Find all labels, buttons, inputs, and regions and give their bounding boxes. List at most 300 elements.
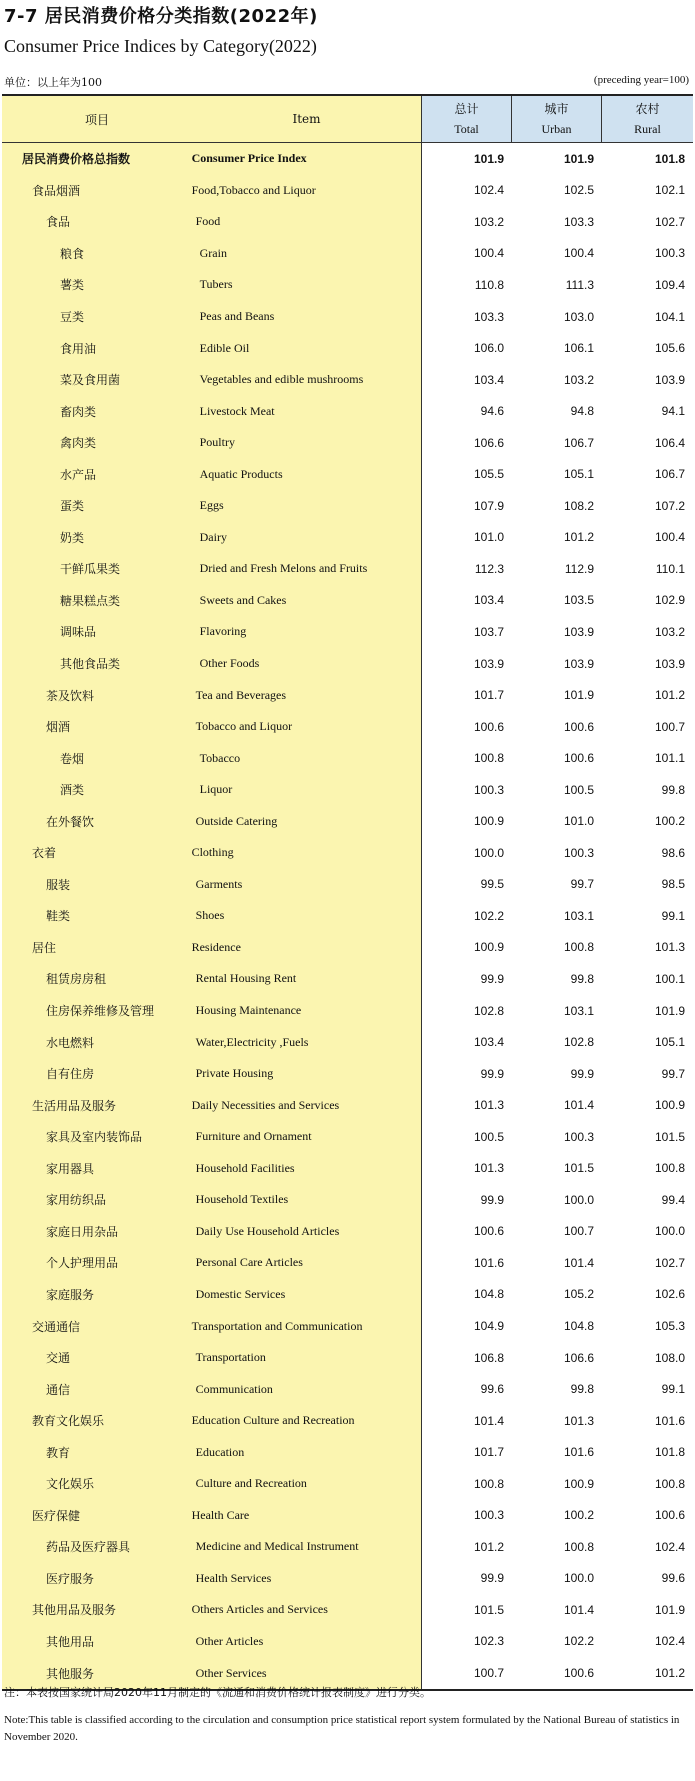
- total-value: 112.3: [474, 561, 504, 576]
- rural-value: 98.5: [661, 877, 685, 892]
- urban-value: 100.4: [563, 246, 594, 261]
- item-name-cn: 居民消费价格总指数: [22, 152, 131, 167]
- urban-value: 94.8: [570, 404, 594, 419]
- urban-value: 100.6: [563, 1666, 594, 1681]
- item-name-cn: 水产品: [60, 467, 97, 482]
- total-value: 102.4: [473, 183, 504, 198]
- total-value: 100.5: [473, 1129, 504, 1144]
- header-total-en: Total: [454, 122, 479, 136]
- rural-value: 100.3: [654, 246, 685, 261]
- rural-value: 109.4: [654, 277, 685, 292]
- item-name-cn: 家具及室内装饰品: [46, 1130, 143, 1145]
- rural-value: 101.9: [654, 1602, 685, 1617]
- table-row-values: [422, 206, 693, 238]
- total-value: 103.2: [473, 214, 504, 229]
- item-name-en: Education Culture and Recreation: [191, 1413, 355, 1428]
- item-name-en: Furniture and Ornament: [195, 1129, 312, 1144]
- note-cn: 注：本表按国家统计局2020年11月制定的《流通和消费价格统计报表制度》进行分类。: [4, 1686, 431, 1699]
- table-row-label: [2, 900, 421, 932]
- item-name-cn: 教育: [46, 1445, 71, 1460]
- item-name-en: Consumer Price Index: [191, 151, 307, 166]
- item-name-en: Other Articles: [195, 1633, 264, 1648]
- item-name-cn: 衣着: [32, 846, 57, 861]
- table-row-label: [2, 458, 421, 490]
- table-row-label: [2, 364, 421, 396]
- urban-value: 99.9: [570, 1066, 594, 1081]
- rural-value: 101.9: [654, 1003, 685, 1018]
- item-name-cn: 交通: [46, 1351, 71, 1366]
- rural-value: 102.4: [654, 1634, 685, 1649]
- item-name-en: Sweets and Cakes: [199, 592, 287, 607]
- table-row-label: [2, 679, 421, 711]
- cpi-table: [2, 94, 693, 1691]
- item-name-en: Clothing: [191, 845, 234, 860]
- page-title-cn: 7-7 居民消费价格分类指数(2022年): [4, 6, 318, 27]
- total-value: 100.3: [473, 782, 504, 797]
- item-name-cn: 鞋类: [46, 909, 71, 924]
- item-name-cn: 薯类: [60, 278, 85, 293]
- urban-value: 101.0: [563, 814, 594, 829]
- total-value: 100.3: [473, 1508, 504, 1523]
- rural-value: 104.1: [654, 309, 685, 324]
- item-name-en: Housing Maintenance: [195, 1003, 302, 1018]
- urban-value: 106.6: [563, 1350, 594, 1365]
- table-row-values: [422, 869, 693, 901]
- total-value: 94.6: [480, 404, 504, 419]
- item-name-en: Flavoring: [199, 624, 247, 639]
- urban-value: 104.8: [563, 1319, 594, 1333]
- item-column: [2, 143, 422, 1689]
- urban-value: 101.3: [563, 1413, 594, 1428]
- total-value: 103.4: [473, 1035, 504, 1050]
- table-row-values: [422, 553, 693, 585]
- table-row-label: [2, 427, 421, 459]
- total-value: 103.4: [473, 372, 504, 387]
- urban-value: 105.2: [563, 1287, 594, 1302]
- rural-value: 103.9: [654, 372, 685, 387]
- total-value: 101.3: [473, 1161, 504, 1176]
- rural-value: 103.2: [654, 624, 685, 639]
- rural-value: 100.8: [654, 1161, 685, 1176]
- header-item-en: Item: [192, 96, 422, 142]
- table-row-values: [422, 900, 693, 932]
- item-name-cn: 奶类: [60, 530, 85, 545]
- total-value: 100.9: [473, 940, 504, 955]
- item-name-en: Domestic Services: [195, 1286, 286, 1301]
- total-value: 100.9: [473, 814, 504, 829]
- table-row-values: [422, 427, 693, 459]
- rural-value: 94.1: [661, 404, 685, 419]
- total-value: 99.9: [480, 971, 504, 986]
- unit-label-en: (preceding year=100): [593, 74, 689, 86]
- item-name-en: Shoes: [195, 908, 225, 923]
- table-row-values: [422, 395, 693, 427]
- item-name-en: Household Facilities: [195, 1160, 295, 1175]
- urban-value: 112.9: [564, 561, 594, 576]
- rural-value: 100.8: [654, 1476, 685, 1491]
- item-name-cn: 卷烟: [60, 751, 85, 766]
- item-name-en: Food: [195, 214, 221, 229]
- item-name-cn: 药品及医疗器具: [46, 1540, 131, 1555]
- value-columns: [422, 143, 693, 1689]
- item-name-cn: 其他食品类: [60, 657, 121, 672]
- urban-value: 103.9: [563, 656, 594, 671]
- rural-value: 100.7: [654, 719, 685, 734]
- item-name-cn: 租赁房房租: [46, 972, 107, 987]
- table-row-values: [422, 711, 693, 743]
- table-row-values: [422, 143, 693, 175]
- item-name-en: Food,Tobacco and Liquor: [191, 182, 316, 197]
- table-row-values: [422, 458, 693, 490]
- total-value: 101.6: [473, 1255, 504, 1270]
- header-urban-en: Urban: [541, 122, 572, 136]
- rural-value: 99.7: [661, 1066, 685, 1081]
- total-value: 99.9: [480, 1571, 504, 1586]
- table-row-label: [2, 932, 421, 964]
- total-value: 101.3: [473, 1098, 504, 1113]
- table-row-label: [2, 995, 421, 1027]
- table-row-values: [422, 490, 693, 522]
- table-body: [2, 143, 693, 1689]
- table-row-values: [422, 963, 693, 995]
- rural-value: 101.8: [654, 1445, 685, 1460]
- urban-value: 105.1: [563, 467, 594, 482]
- rural-value: 105.1: [654, 1035, 685, 1050]
- table-row-values: [422, 1279, 693, 1311]
- item-name-cn: 医疗保健: [32, 1508, 81, 1523]
- item-name-en: Eggs: [199, 498, 224, 513]
- header-rural-cn: 农村: [635, 102, 660, 116]
- table-row-values: [422, 1500, 693, 1532]
- table-header: [2, 96, 693, 143]
- item-name-cn: 家庭服务: [46, 1287, 95, 1302]
- item-name-cn: 食用油: [60, 341, 97, 356]
- rural-value: 100.2: [654, 814, 685, 829]
- total-value: 100.8: [473, 751, 504, 766]
- total-value: 99.9: [480, 1192, 504, 1207]
- table-row-label: [2, 1405, 421, 1437]
- table-row-values: [422, 774, 693, 806]
- total-value: 103.4: [473, 593, 504, 608]
- total-value: 100.6: [473, 719, 504, 734]
- item-name-en: Rental Housing Rent: [195, 971, 297, 986]
- table-row-label: [2, 1563, 421, 1595]
- table-row-label: [2, 301, 421, 333]
- total-value: 99.5: [480, 877, 504, 892]
- item-name-en: Tobacco: [199, 750, 241, 765]
- total-value: 100.0: [473, 845, 504, 860]
- rural-value: 100.6: [654, 1508, 685, 1523]
- urban-value: 101.9: [563, 151, 594, 166]
- item-name-en: Outside Catering: [195, 813, 278, 828]
- item-name-en: Grain: [199, 245, 227, 260]
- item-name-en: Liquor: [199, 782, 233, 797]
- item-name-cn: 禽肉类: [60, 436, 97, 451]
- urban-value: 100.0: [563, 1192, 594, 1207]
- table-row-label: [2, 1373, 421, 1405]
- table-row-values: [422, 1657, 693, 1689]
- total-value: 100.8: [473, 1476, 504, 1491]
- table-row-label: [2, 553, 421, 585]
- urban-value: 103.0: [563, 309, 594, 324]
- rural-value: 106.4: [654, 435, 685, 450]
- item-name-en: Household Textiles: [195, 1192, 289, 1207]
- table-row-values: [422, 1153, 693, 1185]
- table-row-values: [422, 1089, 693, 1121]
- item-name-cn: 菜及食用菌: [60, 373, 121, 388]
- item-name-cn: 调味品: [60, 625, 97, 640]
- total-value: 101.4: [473, 1413, 504, 1428]
- table-row-label: [2, 616, 421, 648]
- table-row-values: [422, 332, 693, 364]
- item-name-cn: 在外餐饮: [46, 814, 95, 829]
- total-value: 101.7: [473, 1445, 504, 1460]
- item-name-en: Peas and Beans: [199, 309, 275, 323]
- rural-value: 99.8: [661, 782, 685, 797]
- rural-value: 101.2: [654, 1666, 685, 1681]
- item-name-cn: 食品烟酒: [32, 183, 81, 198]
- urban-value: 103.2: [563, 372, 594, 387]
- total-value: 100.4: [473, 246, 504, 261]
- item-name-cn: 交通通信: [32, 1319, 81, 1334]
- rural-value: 102.7: [654, 1255, 685, 1270]
- urban-value: 102.8: [563, 1035, 594, 1050]
- item-name-cn: 糖果糕点类: [60, 593, 121, 608]
- table-row-label: [2, 648, 421, 680]
- total-value: 106.6: [473, 435, 504, 450]
- item-name-cn: 茶及饮料: [46, 688, 95, 703]
- table-row-values: [422, 522, 693, 554]
- rural-value: 102.9: [654, 593, 685, 608]
- table-row-label: [2, 1594, 421, 1626]
- urban-value: 101.2: [563, 530, 594, 545]
- urban-value: 100.8: [563, 940, 594, 955]
- item-name-en: Others Articles and Services: [191, 1602, 328, 1617]
- table-row-label: [2, 143, 421, 175]
- total-value: 99.6: [480, 1382, 504, 1397]
- item-name-cn: 酒类: [60, 783, 85, 798]
- rural-value: 99.6: [661, 1571, 685, 1586]
- urban-value: 103.3: [563, 214, 594, 229]
- header-total-cn: 总计: [454, 102, 479, 116]
- item-name-en: Vegetables and edible mushrooms: [199, 372, 364, 387]
- rural-value: 102.4: [654, 1539, 685, 1554]
- rural-value: 101.6: [654, 1413, 685, 1428]
- table-row-label: [2, 1436, 421, 1468]
- urban-value: 101.4: [563, 1098, 594, 1113]
- header-rural-en: Rural: [634, 122, 661, 136]
- total-value: 102.3: [473, 1634, 504, 1649]
- item-name-en: Tubers: [199, 277, 233, 292]
- rural-value: 101.5: [654, 1129, 685, 1144]
- table-row-label: [2, 332, 421, 364]
- table-row-label: [2, 1058, 421, 1090]
- header-urban-cn: 城市: [544, 102, 569, 116]
- table-row-label: [2, 1184, 421, 1216]
- table-row-label: [2, 963, 421, 995]
- page-title-en: Consumer Price Indices by Category(2022): [4, 36, 317, 56]
- table-row-label: [2, 1342, 421, 1374]
- item-name-cn: 其他用品: [46, 1634, 95, 1649]
- table-row-values: [422, 301, 693, 333]
- rural-value: 107.2: [654, 498, 685, 513]
- item-name-cn: 其他用品及服务: [32, 1603, 117, 1618]
- item-name-en: Private Housing: [195, 1066, 274, 1081]
- table-row-label: [2, 585, 421, 617]
- table-row-label: [2, 395, 421, 427]
- urban-value: 103.1: [563, 1003, 594, 1018]
- table-row-values: [422, 1121, 693, 1153]
- total-value: 104.8: [473, 1287, 504, 1302]
- note-en: Note:This table is classified according to the circulation and consumption price statistical report system formulated by the National Bureau of statistics in November 2020.: [4, 1714, 680, 1743]
- item-name-en: Poultry: [199, 435, 235, 450]
- table-row-values: [422, 238, 693, 270]
- table-row-values: [422, 1626, 693, 1658]
- table-row-values: [422, 1216, 693, 1248]
- table-row-label: [2, 175, 421, 207]
- urban-value: 100.6: [563, 751, 594, 766]
- table-row-values: [422, 1563, 693, 1595]
- total-value: 110.8: [474, 277, 504, 292]
- urban-value: 106.7: [563, 435, 594, 450]
- table-row-values: [422, 1436, 693, 1468]
- item-name-cn: 居住: [32, 940, 57, 955]
- rural-value: 106.7: [654, 467, 685, 482]
- table-row-label: [2, 1216, 421, 1248]
- item-name-en: Garments: [195, 876, 243, 891]
- item-name-en: Medicine and Medical Instrument: [195, 1539, 359, 1554]
- table-row-values: [422, 364, 693, 396]
- item-name-cn: 蛋类: [60, 499, 85, 514]
- item-name-en: Education: [195, 1444, 245, 1459]
- item-name-en: Communication: [195, 1381, 273, 1396]
- item-name-en: Daily Necessities and Services: [191, 1097, 340, 1112]
- item-name-en: Other Foods: [199, 656, 260, 671]
- total-value: 99.9: [480, 1066, 504, 1081]
- item-name-en: Tobacco and Liquor: [195, 719, 293, 734]
- item-name-en: Water,Electricity ,Fuels: [195, 1034, 309, 1049]
- urban-value: 106.1: [563, 341, 594, 356]
- urban-value: 101.5: [563, 1161, 594, 1176]
- total-value: 106.0: [473, 341, 504, 356]
- table-row-label: [2, 1279, 421, 1311]
- item-name-en: Residence: [191, 939, 241, 954]
- unit-label-cn: 单位：以上年为100: [4, 76, 102, 89]
- rural-value: 100.4: [654, 530, 685, 545]
- table-row-values: [422, 269, 693, 301]
- item-name-en: Health Services: [195, 1570, 272, 1585]
- urban-value: 99.7: [570, 877, 594, 892]
- table-row-values: [422, 805, 693, 837]
- urban-value: 99.8: [570, 1382, 594, 1397]
- rural-value: 101.8: [654, 151, 685, 166]
- table-row-values: [422, 837, 693, 869]
- item-name-en: Dairy: [199, 529, 227, 544]
- item-name-cn: 水电燃料: [46, 1035, 95, 1050]
- table-row-label: [2, 1310, 421, 1342]
- item-name-cn: 通信: [46, 1382, 71, 1397]
- item-name-cn: 烟酒: [46, 720, 71, 735]
- table-row-label: [2, 206, 421, 238]
- rural-value: 99.1: [661, 908, 685, 923]
- urban-value: 100.2: [563, 1508, 594, 1523]
- item-name-en: Transportation: [195, 1350, 266, 1365]
- header-rural: [602, 96, 693, 142]
- table-row-label: [2, 837, 421, 869]
- rural-value: 100.0: [654, 1224, 685, 1239]
- total-value: 100.6: [473, 1224, 504, 1239]
- item-name-en: Dried and Fresh Melons and Fruits: [199, 561, 368, 576]
- urban-value: 101.4: [563, 1255, 594, 1270]
- total-value: 101.2: [473, 1539, 504, 1554]
- header-total: [422, 96, 512, 142]
- table-row-values: [422, 1594, 693, 1626]
- item-name-en: Tea and Beverages: [195, 687, 287, 702]
- total-value: 102.8: [473, 1003, 504, 1018]
- item-name-cn: 生活用品及服务: [32, 1098, 117, 1113]
- table-row-label: [2, 805, 421, 837]
- table-row-values: [422, 1405, 693, 1437]
- rural-value: 105.6: [654, 341, 685, 356]
- urban-value: 102.2: [563, 1634, 594, 1649]
- table-row-label: [2, 238, 421, 270]
- urban-value: 100.6: [563, 719, 594, 734]
- rural-value: 103.9: [654, 656, 685, 671]
- rural-value: 98.6: [661, 845, 685, 860]
- table-row-values: [422, 616, 693, 648]
- item-name-cn: 家用纺织品: [46, 1193, 107, 1208]
- rural-value: 102.7: [654, 214, 685, 229]
- table-row-label: [2, 742, 421, 774]
- rural-value: 99.1: [661, 1382, 685, 1397]
- total-value: 104.9: [473, 1319, 504, 1333]
- table-row-label: [2, 1247, 421, 1279]
- urban-value: 100.8: [563, 1539, 594, 1554]
- item-name-cn: 个人护理用品: [46, 1256, 119, 1271]
- urban-value: 100.5: [563, 782, 594, 797]
- item-name-en: Health Care: [191, 1507, 250, 1522]
- table-row-label: [2, 774, 421, 806]
- table-row-values: [422, 1184, 693, 1216]
- table-row-label: [2, 1121, 421, 1153]
- table-row-values: [422, 1247, 693, 1279]
- table-row-label: [2, 1026, 421, 1058]
- table-row-label: [2, 1500, 421, 1532]
- total-value: 101.5: [473, 1602, 504, 1617]
- urban-value: 102.5: [563, 183, 594, 198]
- urban-value: 101.6: [563, 1445, 594, 1460]
- item-name-cn: 服装: [46, 877, 71, 892]
- table-row-label: [2, 1468, 421, 1500]
- item-name-cn: 畜肉类: [60, 404, 97, 419]
- table-row-values: [422, 175, 693, 207]
- urban-value: 108.2: [563, 498, 594, 513]
- table-row-values: [422, 995, 693, 1027]
- table-row-label: [2, 1626, 421, 1658]
- header-urban: [512, 96, 602, 142]
- urban-value: 101.9: [563, 688, 594, 703]
- item-name-en: Aquatic Products: [199, 466, 283, 481]
- total-value: 105.5: [473, 467, 504, 482]
- table-row-label: [2, 522, 421, 554]
- item-name-cn: 教育文化娱乐: [32, 1414, 105, 1429]
- total-value: 101.7: [473, 688, 504, 703]
- total-value: 106.8: [473, 1350, 504, 1365]
- table-row-label: [2, 1089, 421, 1121]
- table-row-values: [422, 648, 693, 680]
- urban-value: 100.9: [563, 1476, 594, 1491]
- rural-value: 101.3: [654, 940, 685, 955]
